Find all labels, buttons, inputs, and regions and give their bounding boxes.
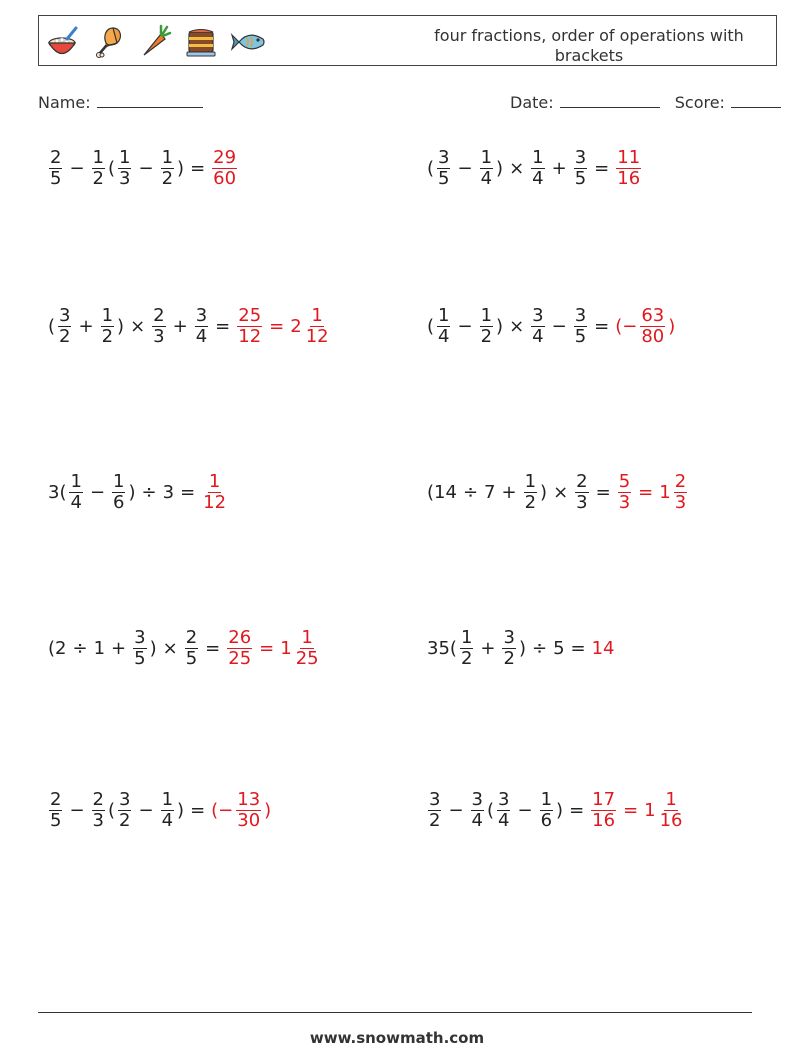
score-blank[interactable] xyxy=(731,93,781,108)
denominator: 2 xyxy=(92,168,104,189)
numerator: 63 xyxy=(641,305,665,326)
drumstick-icon xyxy=(91,24,127,60)
denominator: 2 xyxy=(161,168,174,189)
term: 3( xyxy=(48,482,67,503)
fraction xyxy=(152,306,165,347)
fraction xyxy=(295,628,320,669)
fraction xyxy=(497,790,510,831)
operator: − xyxy=(551,316,567,337)
denominator: 3 xyxy=(674,492,687,513)
header-icons xyxy=(45,24,269,60)
numerator: 1 xyxy=(119,147,131,168)
numerator: 1 xyxy=(665,789,677,810)
numerator: 1 xyxy=(113,471,125,492)
term: 2 xyxy=(290,316,302,337)
term: ) xyxy=(668,316,676,337)
date-label: Date: xyxy=(510,93,554,112)
denominator: 12 xyxy=(238,326,262,347)
term: ( xyxy=(487,800,495,821)
numerator: 3 xyxy=(498,789,510,810)
problem-2 xyxy=(426,148,643,189)
operator: + xyxy=(501,482,517,503)
term: ) xyxy=(540,482,548,503)
fraction xyxy=(524,472,537,513)
operator: − xyxy=(138,800,154,821)
problem-7 xyxy=(47,628,322,669)
fraction xyxy=(480,148,493,189)
footer-site: www.snowmath.com xyxy=(309,1029,485,1047)
fraction xyxy=(428,790,441,831)
fraction xyxy=(531,306,544,347)
denominator: 5 xyxy=(185,648,198,669)
fraction xyxy=(212,148,237,189)
operator: × xyxy=(162,638,178,659)
cake-icon xyxy=(183,24,219,60)
numerator: 3 xyxy=(119,789,131,810)
term: ( xyxy=(427,316,435,337)
denominator: 25 xyxy=(228,648,252,669)
fraction xyxy=(531,148,544,189)
operator: ÷ xyxy=(462,482,479,503)
fraction xyxy=(471,790,484,831)
denominator: 4 xyxy=(471,810,483,831)
denominator: 16 xyxy=(659,810,683,831)
answer xyxy=(235,306,331,347)
denominator: 6 xyxy=(113,492,125,513)
numerator: 3 xyxy=(134,627,146,648)
denominator: 5 xyxy=(134,648,146,669)
operator: − xyxy=(457,158,473,179)
numerator: 1 xyxy=(161,147,174,168)
denominator: 2 xyxy=(503,648,515,669)
fraction xyxy=(575,472,588,513)
numerator: 2 xyxy=(576,471,588,492)
term: (− xyxy=(615,316,638,337)
denominator: 12 xyxy=(203,492,227,513)
answer xyxy=(614,148,643,189)
numerator: 1 xyxy=(161,789,174,810)
score-label: Score: xyxy=(674,93,725,112)
worksheet-title: four fractions, order of operations with brackets xyxy=(434,26,744,65)
term: ( xyxy=(427,158,435,179)
operator: × xyxy=(509,158,525,179)
numerator: 1 xyxy=(311,305,323,326)
answer xyxy=(210,148,239,189)
denominator: 3 xyxy=(119,168,131,189)
term: (14 xyxy=(427,482,457,503)
rice-bowl-icon xyxy=(45,24,81,60)
numerator: 5 xyxy=(618,471,631,492)
term: ( xyxy=(48,316,56,337)
denominator: 4 xyxy=(498,810,510,831)
operator: − xyxy=(448,800,464,821)
denominator: 3 xyxy=(576,492,588,513)
equals-sign: = xyxy=(180,482,196,503)
operator: + xyxy=(111,638,127,659)
equals-sign: = xyxy=(595,482,611,503)
operator: ÷ xyxy=(141,482,157,503)
numerator: 1 xyxy=(101,305,114,326)
equals-sign: = xyxy=(205,638,221,659)
operator: + xyxy=(172,316,188,337)
denominator: 3 xyxy=(153,326,165,347)
fraction xyxy=(101,306,114,347)
fraction xyxy=(161,790,174,831)
fraction xyxy=(540,790,553,831)
equals-sign: = xyxy=(594,316,610,337)
equals-sign: = xyxy=(215,316,231,337)
denominator: 5 xyxy=(438,168,450,189)
denominator: 3 xyxy=(618,492,631,513)
denominator: 5 xyxy=(574,168,587,189)
term: (2 xyxy=(48,638,67,659)
denominator: 6 xyxy=(540,810,553,831)
carrot-icon xyxy=(137,24,173,60)
numerator: 29 xyxy=(213,147,237,168)
term: ) xyxy=(128,482,136,503)
denominator: 2 xyxy=(429,810,441,831)
answer xyxy=(200,472,229,513)
numerator: 25 xyxy=(238,305,262,326)
denominator: 2 xyxy=(59,326,71,347)
term: 14 xyxy=(591,638,615,659)
fraction xyxy=(674,472,687,513)
date-blank[interactable] xyxy=(560,93,660,108)
numerator: 11 xyxy=(617,147,641,168)
numerator: 1 xyxy=(208,471,221,492)
term: 1 xyxy=(659,482,671,503)
numerator: 2 xyxy=(50,789,62,810)
fraction xyxy=(640,306,665,347)
fraction xyxy=(437,306,450,347)
term: ) xyxy=(117,316,125,337)
problem-10 xyxy=(426,790,686,831)
numerator: 1 xyxy=(92,147,104,168)
numerator: 3 xyxy=(532,305,544,326)
fraction xyxy=(618,472,631,513)
name-label: Name: xyxy=(38,93,91,112)
problem-4 xyxy=(426,306,676,347)
name-blank[interactable] xyxy=(97,93,203,108)
name-field xyxy=(38,93,203,112)
term: ) xyxy=(264,800,272,821)
fraction xyxy=(616,148,641,189)
denominator: 12 xyxy=(305,326,329,347)
answer xyxy=(616,472,689,513)
numerator: 2 xyxy=(153,305,165,326)
operator: + xyxy=(480,638,496,659)
fraction xyxy=(133,628,146,669)
fraction xyxy=(237,306,262,347)
term: 1 xyxy=(280,638,292,659)
term: (− xyxy=(211,800,234,821)
numerator: 2 xyxy=(50,147,62,168)
denominator: 80 xyxy=(641,326,665,347)
numerator: 3 xyxy=(574,305,587,326)
numerator: 3 xyxy=(59,305,71,326)
fraction xyxy=(236,790,261,831)
fraction xyxy=(118,148,131,189)
denominator: 4 xyxy=(532,168,544,189)
denominator: 60 xyxy=(213,168,237,189)
operator: × xyxy=(130,316,146,337)
operator: × xyxy=(509,316,525,337)
denominator: 25 xyxy=(295,648,319,669)
denominator: 16 xyxy=(617,168,641,189)
problem-6 xyxy=(426,472,689,513)
fraction xyxy=(185,628,198,669)
operator: ÷ xyxy=(72,638,88,659)
term: ) xyxy=(177,158,185,179)
fraction xyxy=(305,306,330,347)
footer-divider xyxy=(38,1012,752,1013)
operator: + xyxy=(551,158,567,179)
fraction xyxy=(202,472,227,513)
numerator: 3 xyxy=(503,627,515,648)
denominator: 16 xyxy=(592,810,616,831)
answer xyxy=(225,628,321,669)
fraction xyxy=(92,148,105,189)
numerator: 1 xyxy=(540,789,553,810)
numerator: 1 xyxy=(301,627,313,648)
term: ( xyxy=(108,800,116,821)
fraction xyxy=(502,628,515,669)
equals-sign: = xyxy=(190,158,206,179)
fraction xyxy=(92,790,105,831)
problem-5 xyxy=(47,472,229,513)
numerator: 13 xyxy=(237,789,261,810)
fraction xyxy=(480,306,493,347)
fraction xyxy=(69,472,82,513)
operator: ÷ xyxy=(531,638,548,659)
fraction xyxy=(195,306,208,347)
denominator: 4 xyxy=(195,326,208,347)
numerator: 3 xyxy=(438,147,450,168)
fraction xyxy=(161,148,174,189)
operator: − xyxy=(69,158,85,179)
numerator: 1 xyxy=(532,147,544,168)
term: ) xyxy=(556,800,564,821)
numerator: 3 xyxy=(471,789,483,810)
fraction xyxy=(112,472,125,513)
problem-3 xyxy=(47,306,332,347)
answer xyxy=(589,790,685,831)
fish-icon xyxy=(229,24,269,60)
term: 1 xyxy=(644,800,656,821)
operator: = xyxy=(259,638,275,659)
term: ( xyxy=(108,158,116,179)
operator: = xyxy=(269,316,285,337)
term: ) xyxy=(518,638,526,659)
fraction xyxy=(574,148,587,189)
term: ) xyxy=(496,158,504,179)
term: 5 xyxy=(553,638,565,659)
denominator: 2 xyxy=(119,810,131,831)
denominator: 4 xyxy=(532,326,544,347)
problem-8 xyxy=(426,628,616,669)
numerator: 2 xyxy=(185,627,198,648)
term: 35( xyxy=(427,638,457,659)
numerator: 1 xyxy=(438,305,450,326)
numerator: 1 xyxy=(524,471,537,492)
operator: − xyxy=(517,800,533,821)
operator: − xyxy=(138,158,154,179)
denominator: 4 xyxy=(161,810,174,831)
problem-1 xyxy=(47,148,239,189)
term: 7 xyxy=(484,482,496,503)
fraction xyxy=(227,628,252,669)
equals-sign: = xyxy=(569,800,585,821)
denominator: 5 xyxy=(50,810,62,831)
numerator: 3 xyxy=(574,147,587,168)
problem-9 xyxy=(47,790,272,831)
numerator: 3 xyxy=(195,305,208,326)
fraction xyxy=(591,790,616,831)
equals-sign: = xyxy=(570,638,586,659)
denominator: 2 xyxy=(524,492,537,513)
denominator: 30 xyxy=(237,810,261,831)
term: ) xyxy=(177,800,185,821)
numerator: 1 xyxy=(460,627,473,648)
operator: = xyxy=(638,482,654,503)
denominator: 4 xyxy=(70,492,82,513)
denominator: 5 xyxy=(50,168,62,189)
term: ) xyxy=(149,638,157,659)
fraction xyxy=(574,306,587,347)
term: 1 xyxy=(93,638,106,659)
fraction xyxy=(58,306,71,347)
operator: − xyxy=(89,482,106,503)
term: 3 xyxy=(162,482,175,503)
denominator: 2 xyxy=(101,326,114,347)
answer xyxy=(614,306,676,347)
fraction xyxy=(118,790,131,831)
operator: − xyxy=(69,800,85,821)
numerator: 1 xyxy=(480,147,493,168)
operator: − xyxy=(457,316,473,337)
numerator: 17 xyxy=(592,789,616,810)
fraction xyxy=(49,790,62,831)
operator: = xyxy=(623,800,639,821)
term: ) xyxy=(496,316,504,337)
denominator: 5 xyxy=(574,326,587,347)
date-score-fields xyxy=(510,93,781,112)
denominator: 3 xyxy=(92,810,104,831)
operator: + xyxy=(78,316,94,337)
equals-sign: = xyxy=(594,158,610,179)
denominator: 2 xyxy=(480,326,493,347)
numerator: 2 xyxy=(674,471,687,492)
operator: × xyxy=(553,482,569,503)
numerator: 2 xyxy=(92,789,104,810)
worksheet-header xyxy=(38,15,777,66)
numerator: 26 xyxy=(228,627,252,648)
numerator: 1 xyxy=(70,471,82,492)
denominator: 4 xyxy=(438,326,450,347)
fraction xyxy=(659,790,684,831)
fraction xyxy=(460,628,473,669)
numerator: 1 xyxy=(480,305,493,326)
fraction xyxy=(437,148,450,189)
fraction xyxy=(49,148,62,189)
equals-sign: = xyxy=(190,800,206,821)
numerator: 3 xyxy=(429,789,441,810)
denominator: 4 xyxy=(480,168,493,189)
answer xyxy=(591,638,616,659)
denominator: 2 xyxy=(460,648,473,669)
answer xyxy=(210,790,272,831)
